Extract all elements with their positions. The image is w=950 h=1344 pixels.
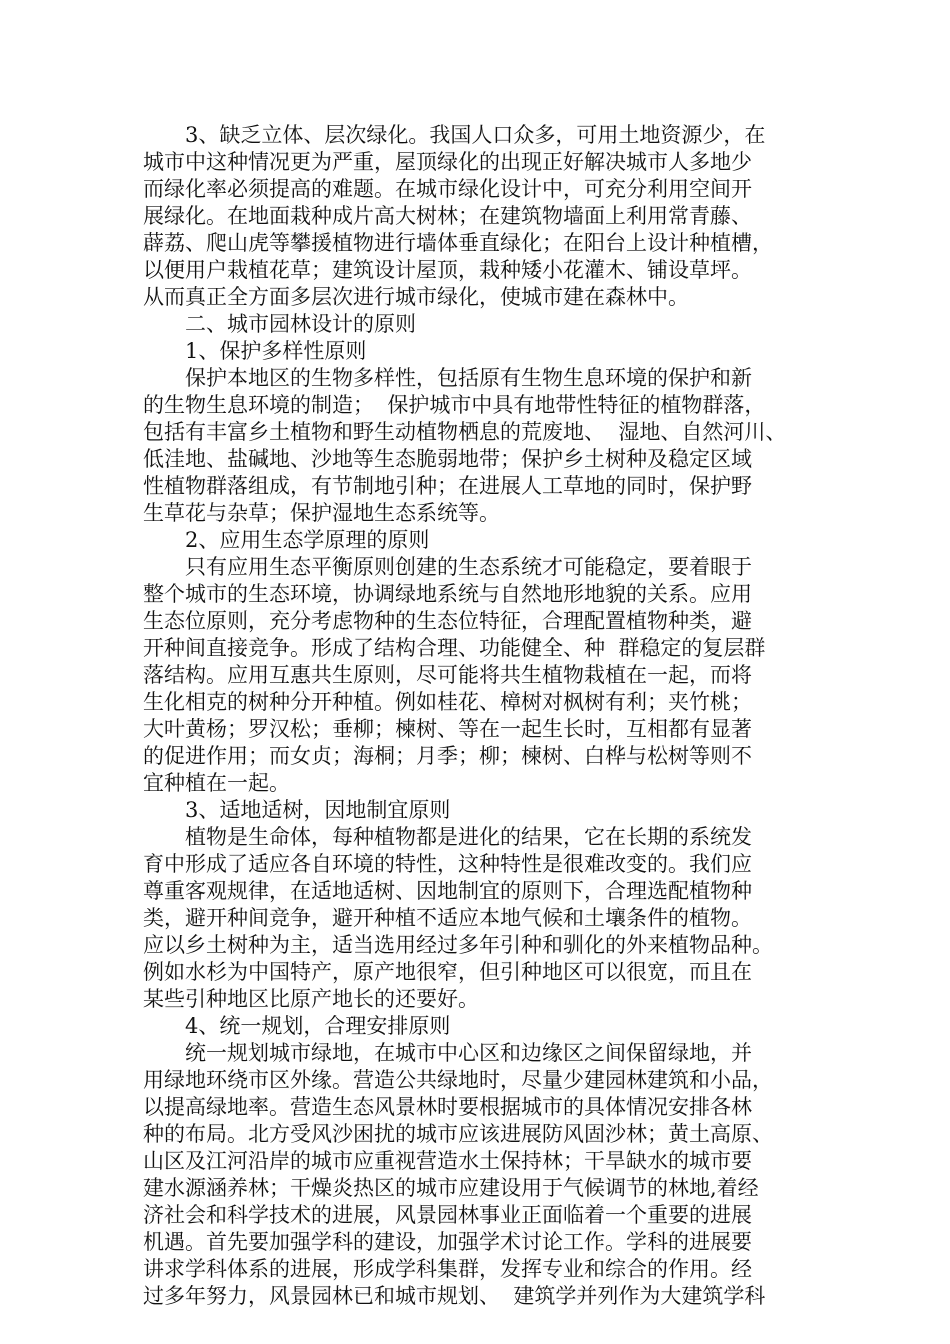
paragraph-line: 城市中这种情况更为严重，屋顶绿化的出现正好解决城市人多地少 — [143, 150, 752, 174]
document-body — [143, 122, 815, 1310]
paragraph-first-line: 3、适地适树，因地制宜原则 — [185, 798, 451, 822]
paragraph-line: 的生物生息环境的制造； 保护城市中具有地带性特征的植物群落， — [143, 393, 766, 417]
paragraph-line: 薜荔、爬山虎等攀援植物进行墙体垂直绿化；在阳台上设计种植槽， — [143, 231, 773, 255]
paragraph-first-line: 只有应用生态平衡原则创建的生态系统才可能稳定，要着眼于 — [185, 555, 752, 579]
paragraph-line: 山区及江河沿岸的城市应重视营造水土保持林；干旱缺水的城市要 — [143, 1149, 752, 1173]
paragraph-line: 育中形成了适应各自环境的特性，这种特性是很难改变的。我们应 — [143, 852, 752, 876]
paragraph-line: 宜种植在一起。 — [143, 771, 290, 795]
paragraph-first-line: 统一规划城市绿地，在城市中心区和边缘区之间保留绿地，并 — [185, 1041, 752, 1065]
paragraph-line: 开种间直接竞争。形成了结构合理、功能健全、种 群稳定的复层群 — [143, 636, 766, 660]
paragraph-line: 讲求学科体系的进展，形成学科集群，发挥专业和综合的作用。经 — [143, 1257, 752, 1281]
paragraph-first-line: 2、应用生态学原理的原则 — [185, 528, 430, 552]
paragraph-line: 生草花与杂草；保护湿地生态系统等。 — [143, 501, 500, 525]
paragraph-line: 机遇。首先要加强学科的建设，加强学术讨论工作。学科的进展要 — [143, 1230, 752, 1254]
paragraph-line: 从而真正全方面多层次进行城市绿化，使城市建在森林中。 — [143, 285, 689, 309]
paragraph-line: 落结构。应用互惠共生原则，尽可能将共生植物栽植在一起，而将 — [143, 663, 752, 687]
paragraph-line: 应以乡土树种为主，适当选用经过多年引种和驯化的外来植物品种。 — [143, 933, 773, 957]
paragraph-line: 生态位原则，充分考虑物种的生态位特征，合理配置植物种类，避 — [143, 609, 752, 633]
paragraph-line: 而绿化率必须提高的难题。在城市绿化设计中，可充分利用空间开 — [143, 177, 752, 201]
paragraph-line: 以便用户栽植花草；建筑设计屋顶，栽种矮小花灌木、铺设草坪。 — [143, 258, 752, 282]
paragraph-line: 展绿化。在地面栽种成片高大树林；在建筑物墙面上利用常青藤、 — [143, 204, 752, 228]
paragraph-line: 生化相克的树种分开种植。例如桂花、樟树对枫树有利；夹竹桃； — [143, 690, 752, 714]
paragraph-first-line: 保护本地区的生物多样性，包括原有生物生息环境的保护和新 — [185, 366, 752, 390]
paragraph-first-line: 植物是生命体，每种植物都是进化的结果，它在长期的系统发 — [185, 825, 752, 849]
paragraph-first-line: 二、城市园林设计的原则 — [185, 312, 416, 336]
paragraph-line: 大叶黄杨；罗汉松；垂柳；楝树、等在一起生长时，互相都有显著 — [143, 717, 752, 741]
paragraph-first-line: 1、保护多样性原则 — [185, 339, 367, 363]
paragraph-line: 包括有丰富乡土植物和野生动植物栖息的荒废地、 湿地、自然河川、 — [143, 420, 787, 444]
paragraph-line: 性植物群落组成，有节制地引种；在进展人工草地的同时，保护野 — [143, 474, 752, 498]
paragraph-line: 济社会和科学技术的进展，风景园林事业正面临着一个重要的进展 — [143, 1203, 752, 1227]
paragraph-line: 的促进作用；而女贞；海桐；月季；柳；楝树、白桦与松树等则不 — [143, 744, 752, 768]
paragraph-line: 过多年努力，风景园林已和城市规划、 建筑学并列作为大建筑学科 — [143, 1284, 766, 1308]
paragraph-first-line: 4、统一规划，合理安排原则 — [185, 1014, 451, 1038]
paragraph-line: 例如水杉为中国特产，原产地很窄，但引种地区可以很宽，而且在 — [143, 960, 752, 984]
paragraph-line: 尊重客观规律，在适地适树、因地制宜的原则下，合理选配植物种 — [143, 879, 752, 903]
paragraph-line: 用绿地环绕市区外缘。营造公共绿地时，尽量少建园林建筑和小品， — [143, 1068, 773, 1092]
paragraph-line: 某些引种地区比原产地长的还要好。 — [143, 987, 479, 1011]
paragraph-line: 以提高绿地率。营造生态风景林时要根据城市的具体情况安排各林 — [143, 1095, 752, 1119]
paragraph-line: 低洼地、盐碱地、沙地等生态脆弱地带；保护乡土树种及稳定区域 — [143, 447, 752, 471]
paragraph-line: 整个城市的生态环境，协调绿地系统与自然地形地貌的关系。应用 — [143, 582, 752, 606]
paragraph-line: 建水源涵养林；干燥炎热区的城市应建设用于气候调节的林地,着经 — [143, 1176, 759, 1200]
paragraph-line: 种的布局。北方受风沙困扰的城市应该进展防风固沙林；黄土高原、 — [143, 1122, 773, 1146]
paragraph-first-line: 3、缺乏立体、层次绿化。我国人口众多，可用土地资源少，在 — [185, 123, 766, 147]
paragraph-line: 类，避开种间竞争，避开种植不适应本地气候和土壤条件的植物。 — [143, 906, 752, 930]
